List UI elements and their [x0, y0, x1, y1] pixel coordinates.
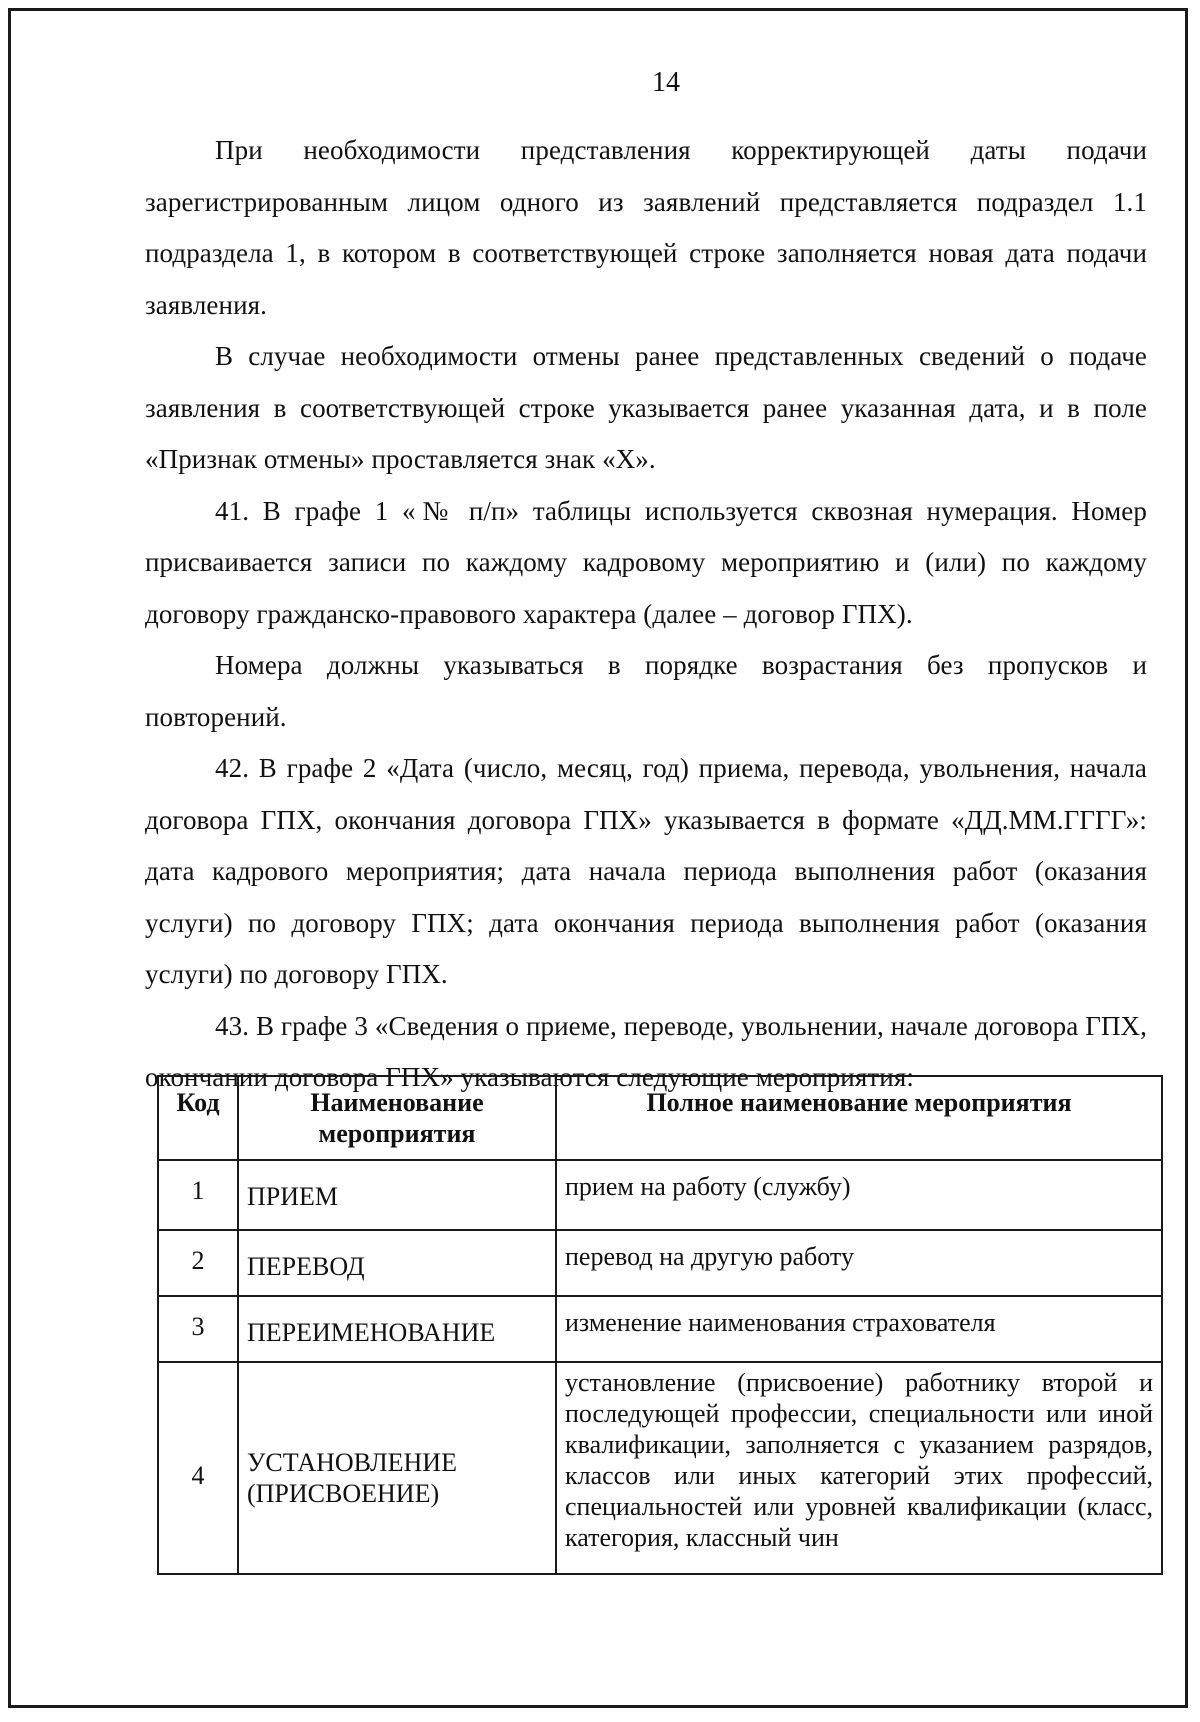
header-event-full-name: Полное наименование мероприятия: [556, 1076, 1162, 1160]
row-event-full-name: перевод на другую работу: [556, 1230, 1162, 1296]
paragraph-item-42: 42. В графе 2 «Дата (число, месяц, год) приема, перевода, увольнения, начала договора ГПХ, окончания договора ГПХ» указывается в формате «ДД.ММ.ГГГГ»: дата кадрового мероприятия; дата начала периода выполнения работ (оказания услуги) по договору ГПХ; дата окончания периода выполнения работ (оказания услуги) по договору ГПХ.: [145, 753, 1147, 989]
row-event-name: ПЕРЕИМЕНОВАНИЕ: [238, 1296, 556, 1362]
paragraph-correction-date: При необходимости представления корректирующей даты подачи зарегистрированным лицом одного из заявлений представляется подраздел 1.1 подраздела 1, в котором в соответствующей строке заполняется новая дата подачи заявления.: [145, 135, 1147, 320]
paragraph-cancel-info: В случае необходимости отмены ранее представленных сведений о подаче заявления в соответствующей строке указывается ранее указанная дата, и в поле «Признак отмены» проставляется знак «Х».: [145, 341, 1147, 474]
table-row: [158, 1160, 1162, 1230]
row-event-name: ПЕРЕВОД: [238, 1230, 556, 1296]
row-code: 2: [158, 1230, 238, 1296]
table-header-row: [158, 1076, 1162, 1160]
row-event-name: УСТАНОВЛЕНИЕ (ПРИСВОЕНИЕ): [238, 1362, 556, 1574]
header-event-name: Наименование мероприятия: [238, 1076, 556, 1160]
page-number: 14: [652, 67, 680, 98]
row-code: 4: [158, 1362, 238, 1574]
paragraph-numbering-order: Номера должны указываться в порядке возрастания без пропусков и повторений.: [145, 650, 1147, 732]
table-row: [158, 1362, 1162, 1574]
paragraph-item-41: 41. В графе 1 «№ п/п» таблицы используется сквозная нумерация. Номер присваивается записи по каждому кадровому мероприятию и (или) по каждому договору гражданско-правового характера (далее – договор ГПХ).: [145, 495, 1147, 629]
row-event-name: ПРИЕМ: [238, 1160, 556, 1230]
table-row: [158, 1296, 1162, 1362]
events-table: [157, 1075, 1163, 1575]
row-event-full-name: установление (присвоение) работнику второй и последующей профессии, специальности или иной квалификации, заполняется с указанием разрядов, классов или иных категорий этих профессий, специальностей или уровней квалификации (класс, категория, классный чин: [556, 1362, 1162, 1574]
document-page: [8, 8, 1188, 1708]
row-event-full-name: прием на работу (службу): [556, 1160, 1162, 1230]
row-code: 1: [158, 1160, 238, 1230]
table-row: [158, 1230, 1162, 1296]
row-code: 3: [158, 1296, 238, 1362]
document-body: [145, 67, 1147, 1104]
row-event-full-name: изменение наименования страхователя: [556, 1296, 1162, 1362]
header-code: Код: [158, 1076, 238, 1160]
paragraph-item-43: 43. В графе 3 «Сведения о приеме, переводе, увольнении, начале договора ГПХ, окончании договора ГПХ» указываются следующие мероприятия:: [145, 1010, 1147, 1092]
